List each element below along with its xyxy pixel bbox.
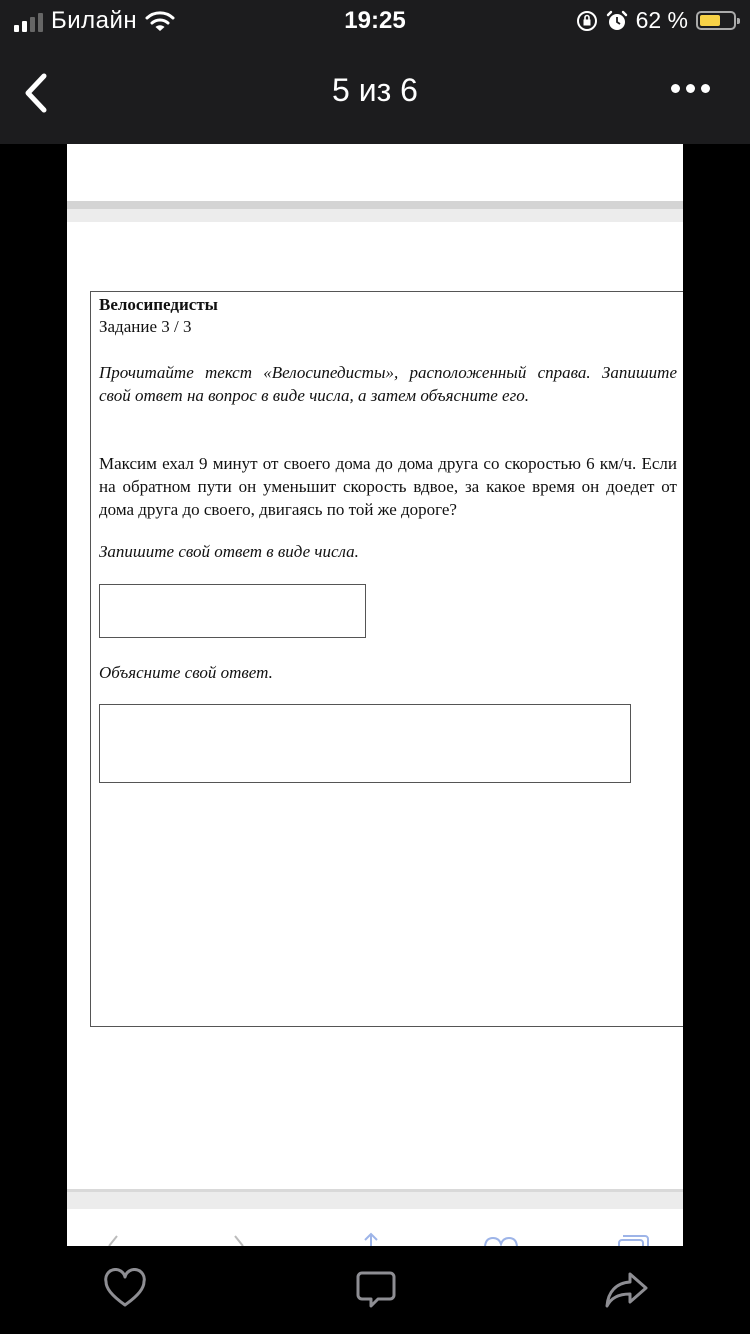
viewer-toolbar-border bbox=[67, 1189, 683, 1192]
comment-icon[interactable] bbox=[354, 1268, 398, 1312]
orientation-lock-icon bbox=[576, 10, 598, 32]
battery-percent: 62 % bbox=[635, 7, 688, 33]
battery-icon bbox=[696, 11, 736, 30]
document-page bbox=[67, 144, 683, 1246]
task-number: Задание 3 / 3 bbox=[99, 317, 192, 336]
status-right bbox=[576, 7, 736, 34]
ghost-book-icon bbox=[481, 1232, 521, 1246]
explain-prompt: Объясните свой ответ. bbox=[99, 663, 273, 682]
battery-fill bbox=[700, 15, 720, 26]
explain-answer-box[interactable] bbox=[99, 704, 631, 783]
page-divider-shadow bbox=[67, 209, 683, 222]
nav-bar bbox=[0, 44, 750, 144]
share-icon[interactable] bbox=[604, 1268, 648, 1312]
status-bar bbox=[0, 0, 750, 44]
task-heading: Велосипедисты bbox=[99, 295, 218, 314]
ghost-back-icon bbox=[95, 1232, 135, 1246]
page-divider bbox=[67, 201, 683, 209]
page-counter-title: 5 из 6 bbox=[332, 72, 418, 108]
viewer-toolbar-edge bbox=[67, 1189, 683, 1209]
task-card bbox=[90, 291, 683, 1027]
carrier-name: Билайн bbox=[51, 7, 138, 34]
more-dots-icon[interactable] bbox=[671, 84, 710, 93]
ghost-tabs-icon bbox=[613, 1232, 653, 1246]
ghost-forward-icon bbox=[219, 1232, 259, 1246]
bottom-action-bar bbox=[0, 1246, 750, 1334]
answer-prompt: Запишите свой ответ в виде числа. bbox=[99, 542, 359, 561]
ghost-share-icon bbox=[351, 1232, 391, 1246]
task-question: Максим ехал 9 минут от своего дома до дома друга со скоростью 6 км/ч. Если на обратном пути он уменьшит скорость вдвое, за какое время он доедет от дома друга до своего, двигаясь по той же дороге? bbox=[99, 454, 677, 519]
answer-number-box[interactable] bbox=[99, 584, 366, 638]
task-instruction: Прочитайте текст «Велосипедисты», расположенный справа. Запишите свой ответ на вопрос в виде числа, а затем объясните его. bbox=[99, 363, 677, 405]
alarm-icon bbox=[606, 10, 628, 32]
heart-icon[interactable] bbox=[103, 1268, 147, 1312]
status-time: 19:25 bbox=[344, 7, 406, 34]
